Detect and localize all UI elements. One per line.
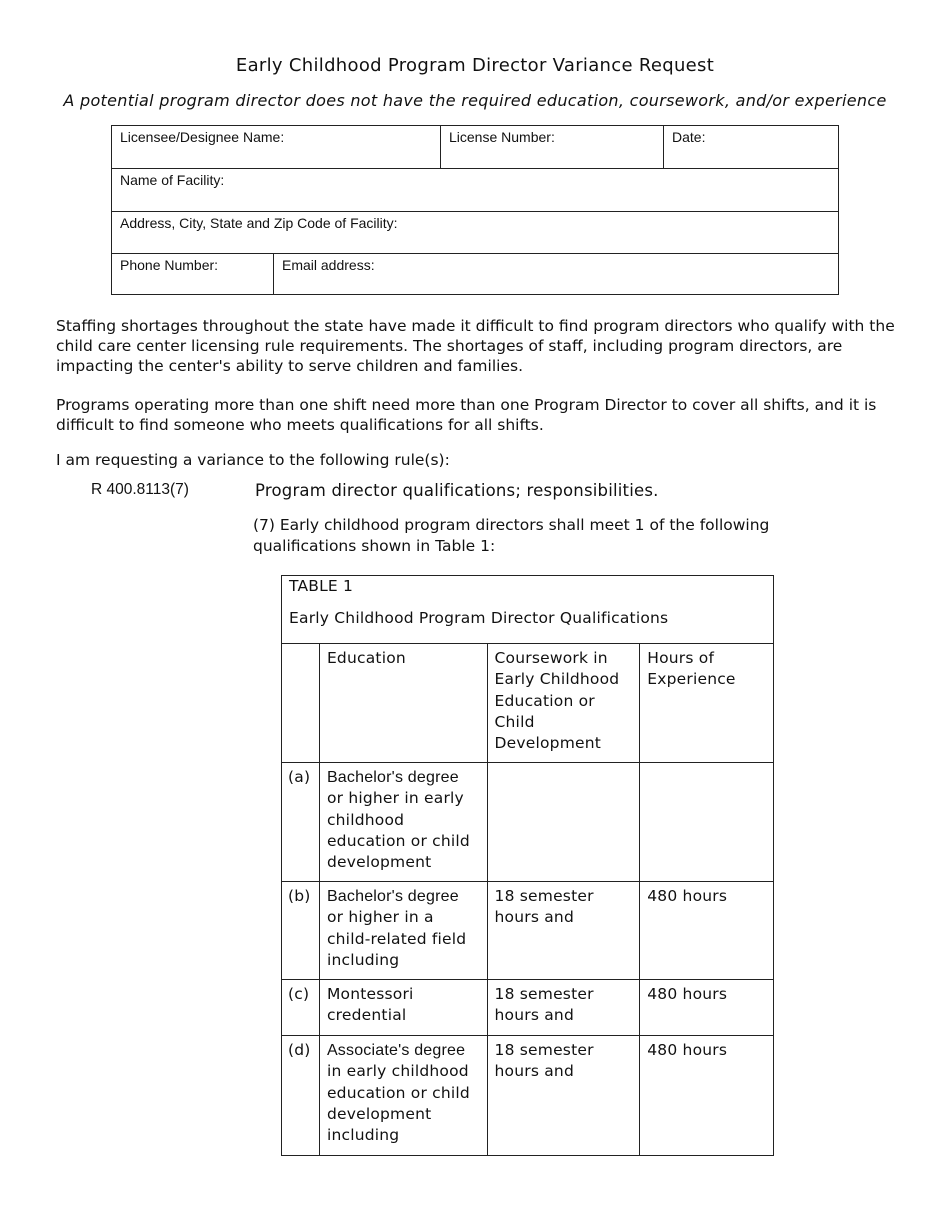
date-label: Date: bbox=[672, 129, 706, 145]
license-number-field[interactable] bbox=[440, 126, 663, 168]
header-id bbox=[282, 644, 320, 763]
row-coursework: 18 semester hours and bbox=[487, 1036, 640, 1156]
row-coursework bbox=[487, 763, 640, 882]
education-lead: Associate's degree bbox=[326, 1042, 466, 1059]
facility-name-label: Name of Facility: bbox=[120, 172, 225, 188]
header-coursework: Coursework in Early Childhood Education or Child Development bbox=[487, 644, 640, 763]
date-field[interactable] bbox=[663, 126, 838, 168]
form-row-address bbox=[112, 211, 838, 253]
row-education: Bachelor's degree or higher in early childhood education or child development bbox=[319, 763, 487, 882]
table-label: TABLE 1 bbox=[289, 577, 354, 595]
row-hours bbox=[640, 763, 774, 882]
facility-name-field[interactable] bbox=[112, 169, 838, 211]
table-row bbox=[282, 1036, 774, 1156]
row-coursework: 18 semester hours and bbox=[487, 980, 640, 1036]
row-id: (b) bbox=[282, 882, 320, 980]
variance-request-line: I am requesting a variance to the following rule(s): bbox=[56, 451, 450, 469]
licensee-name-field[interactable] bbox=[112, 126, 440, 168]
address-field[interactable] bbox=[112, 212, 838, 253]
row-hours: 480 hours bbox=[640, 882, 774, 980]
table-row bbox=[282, 980, 774, 1036]
form-row-contact bbox=[112, 253, 838, 294]
row-education: Associate's degree in early childhood education or child development including bbox=[319, 1036, 487, 1156]
page-title: Early Childhood Program Director Variance Request bbox=[235, 55, 715, 76]
licensee-name-label: Licensee/Designee Name: bbox=[120, 129, 285, 145]
form-row-facility bbox=[112, 168, 838, 211]
row-hours: 480 hours bbox=[640, 980, 774, 1036]
row-hours: 480 hours bbox=[640, 1036, 774, 1156]
form-row-licensee bbox=[112, 126, 838, 168]
education-lead: Bachelor's degree bbox=[326, 888, 459, 905]
table-header-row bbox=[282, 644, 774, 763]
row-id: (c) bbox=[282, 980, 320, 1036]
header-hours: Hours of Experience bbox=[640, 644, 774, 763]
rule-title: Program director qualifications; responsibilities. bbox=[255, 481, 659, 500]
rule-number: R 400.8113(7) bbox=[91, 481, 189, 498]
table-row bbox=[282, 763, 774, 882]
table-caption-row bbox=[282, 576, 774, 644]
row-id: (d) bbox=[282, 1036, 320, 1156]
row-coursework: 18 semester hours and bbox=[487, 882, 640, 980]
phone-number-label: Phone Number: bbox=[120, 257, 219, 273]
multiple-shifts-paragraph: Programs operating more than one shift need more than one Program Director to cover all shifts, and it is difficult to find someone who meets qualifications for all shifts. bbox=[56, 396, 877, 434]
rule-text: (7) Early childhood program directors shall meet 1 of the following qualifications shown in Table 1: bbox=[253, 516, 770, 555]
row-education: Montessori credential bbox=[319, 980, 487, 1036]
table-caption-cell bbox=[282, 576, 774, 644]
header-education: Education bbox=[319, 644, 487, 763]
email-address-label: Email address: bbox=[282, 257, 375, 273]
address-label: Address, City, State and Zip Code of Facility: bbox=[120, 215, 398, 231]
row-education: Bachelor's degree or higher in a child-related field including bbox=[319, 882, 487, 980]
education-lead: Bachelor's degree bbox=[326, 769, 459, 786]
phone-number-field[interactable] bbox=[112, 254, 273, 294]
table-caption: Early Childhood Program Director Qualifications bbox=[289, 609, 669, 627]
page-subtitle: A potential program director does not have the required education, coursework, and/or experience bbox=[63, 91, 887, 110]
staffing-shortage-paragraph: Staffing shortages throughout the state have made it difficult to find program directors who qualify with the child care center licensing rule requirements. The shortages of staff, including program directors, are impacting the center's ability to serve children and families. bbox=[56, 317, 895, 375]
email-address-field[interactable] bbox=[273, 254, 838, 294]
applicant-info-form bbox=[111, 125, 839, 295]
license-number-label: License Number: bbox=[449, 129, 555, 145]
qualifications-table bbox=[281, 575, 774, 1156]
row-id: (a) bbox=[282, 763, 320, 882]
table-row bbox=[282, 882, 774, 980]
